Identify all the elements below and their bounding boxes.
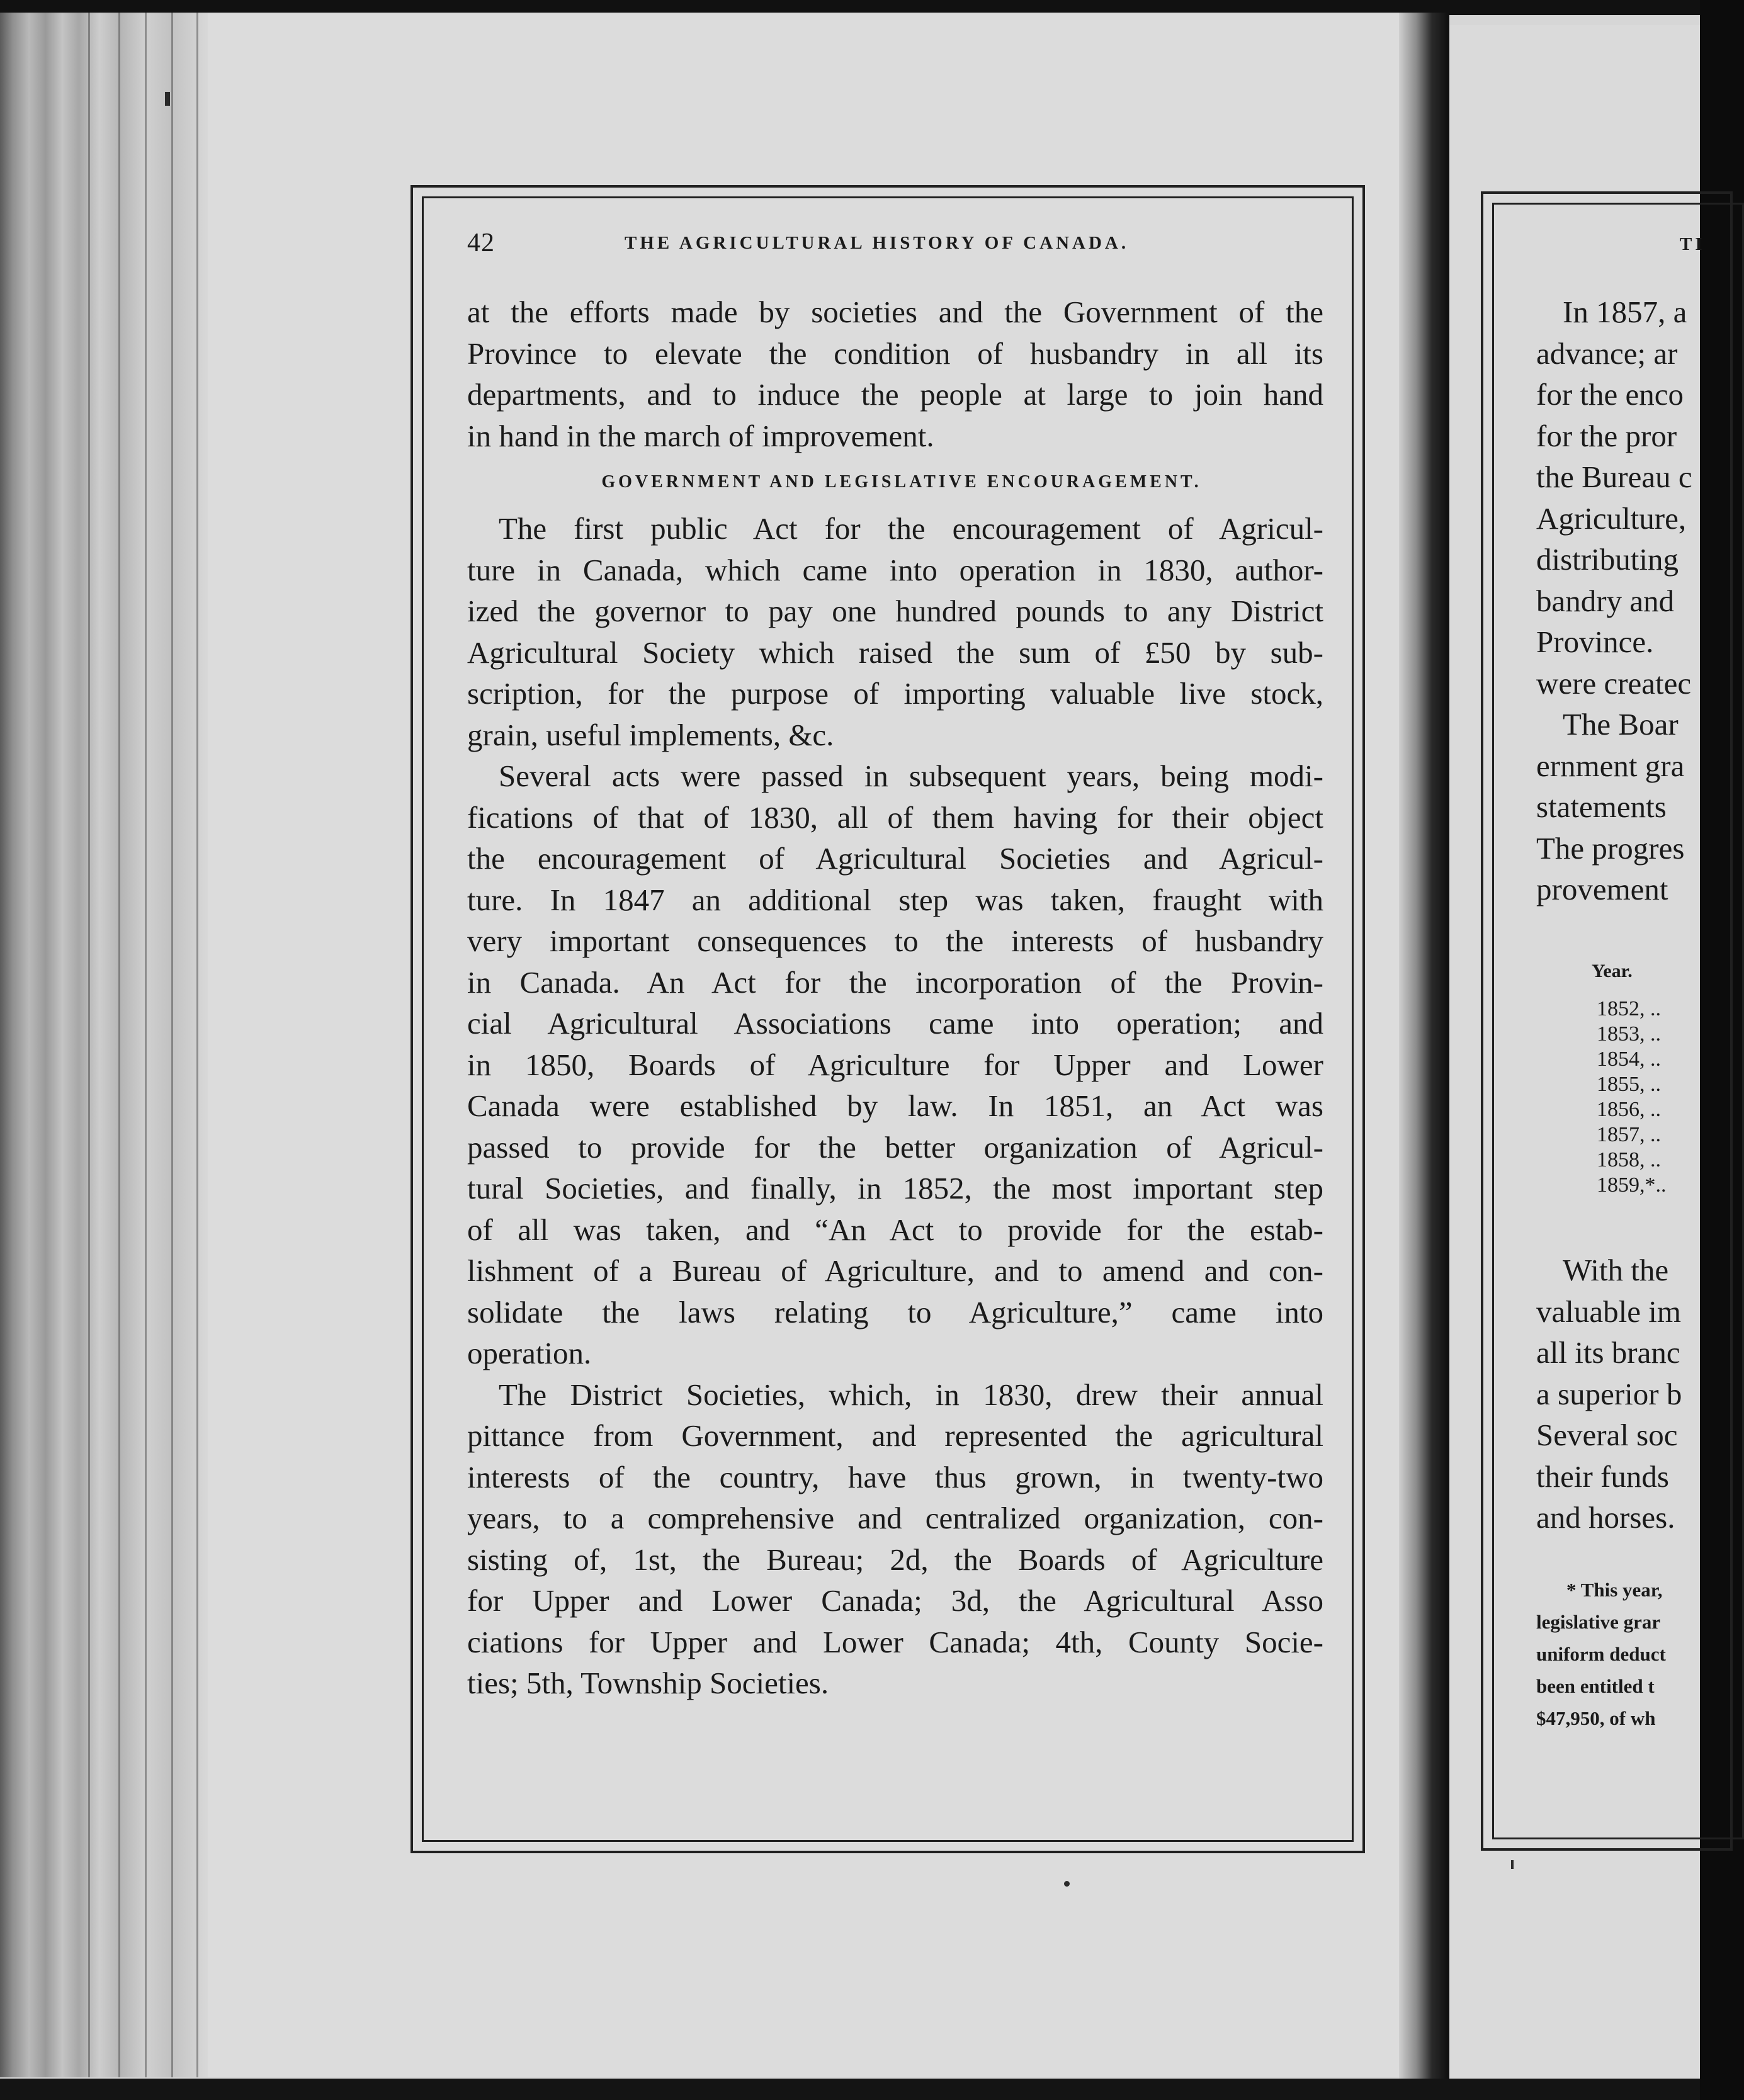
text-line: statements xyxy=(1536,789,1667,824)
text-line: solidate the laws relating to Agriculture,” came into xyxy=(467,1294,1323,1329)
year-row: 1855, .. xyxy=(1597,1073,1661,1096)
text-line: Agriculture, xyxy=(1536,500,1687,536)
left-page-text xyxy=(467,291,1323,1704)
scan-bottom-border xyxy=(0,2079,1700,2100)
footnote-line: been entitled t xyxy=(1536,1675,1655,1697)
text-line: ture in Canada, which came into operation in 1830, author- xyxy=(467,552,1323,587)
footnote-line: * This year, xyxy=(1566,1579,1663,1601)
right-page-text-bottom xyxy=(1536,1250,1725,1538)
section-heading: GOVERNMENT AND LEGISLATIVE ENCOURAGEMENT. xyxy=(601,472,1202,492)
text-line: scription, for the purpose of importing valuable live stock, xyxy=(467,676,1323,711)
text-line: the Bureau c xyxy=(1536,460,1692,494)
text-line: for the pror xyxy=(1536,418,1677,453)
text-line: The first public Act for the encouragement of Agricul- xyxy=(499,511,1323,546)
text-line: The progres xyxy=(1536,830,1685,866)
paragraph-intro xyxy=(467,291,1323,456)
page-edge-line xyxy=(196,13,198,2077)
page-edge-line xyxy=(118,13,120,2077)
text-line: for the enco xyxy=(1536,377,1684,412)
text-line: sisting of, 1st, the Bureau; 2d, the Boards of Agriculture xyxy=(467,1542,1323,1577)
text-line: for Upper and Lower Canada; 3d, the Agricultural Asso xyxy=(467,1583,1323,1618)
right-page-footnote xyxy=(1536,1574,1725,1734)
text-line: Several acts were passed in subsequent years, being modi- xyxy=(499,759,1323,793)
text-line: of all was taken, and “An Act to provide for the estab- xyxy=(467,1212,1323,1247)
text-line: lishment of a Bureau of Agriculture, and to amend and con- xyxy=(467,1253,1323,1288)
text-line: at the efforts made by societies and the Government of the xyxy=(467,295,1323,329)
text-line: tural Societies, and finally, in 1852, the most important step xyxy=(467,1171,1323,1205)
text-line: in hand in the march of improvement. xyxy=(467,418,934,453)
text-line: ciations for Upper and Lower Canada; 4th, County Socie- xyxy=(467,1624,1323,1659)
text-line: distributing xyxy=(1536,542,1679,577)
text-line: grain, useful implements, &c. xyxy=(467,717,834,752)
year-column-header: Year. xyxy=(1592,961,1633,981)
text-line: in Canada. An Act for the incorporation of the Provin- xyxy=(467,964,1323,1000)
text-line: in 1850, Boards of Agriculture for Upper and Lower xyxy=(467,1047,1323,1082)
text-line: passed to provide for the better organization of Agricul- xyxy=(467,1129,1323,1165)
text-line: provement xyxy=(1536,872,1668,906)
running-title: THE AGRICULTURAL HISTORY OF CANADA. xyxy=(625,233,1130,253)
year-row: 1859,*.. xyxy=(1597,1173,1667,1197)
text-line: ized the governor to pay one hundred pounds to any District xyxy=(467,594,1323,628)
paragraph-2 xyxy=(467,755,1323,1374)
book-gutter xyxy=(1399,13,1449,2084)
right-running-head-fragment: TI xyxy=(1680,234,1706,254)
text-line: advance; ar xyxy=(1536,336,1678,371)
text-line: departments, and to induce the people at large to join hand xyxy=(467,377,1323,412)
text-line: With the xyxy=(1563,1253,1669,1287)
page-edge-line xyxy=(88,13,90,2077)
scan-speck xyxy=(165,92,170,106)
year-row: 1854, .. xyxy=(1597,1047,1661,1071)
text-line: bandry and xyxy=(1536,583,1675,618)
text-line: Several soc xyxy=(1536,1418,1678,1452)
text-line: interests of the country, have thus grown, in twenty-two xyxy=(467,1459,1323,1494)
text-line: very important consequences to the interests of husbandry xyxy=(467,923,1323,958)
text-line: operation. xyxy=(467,1336,592,1370)
text-line: all its branc xyxy=(1536,1335,1680,1370)
year-row: 1852, .. xyxy=(1597,997,1661,1020)
page-edge-line xyxy=(171,13,173,2077)
text-line: Canada were established by law. In 1851, an Act was xyxy=(467,1088,1323,1123)
year-list xyxy=(1597,996,1667,1198)
text-line: ture. In 1847 an additional step was taken, fraught with xyxy=(467,882,1323,917)
text-line: In 1857, a xyxy=(1563,295,1687,329)
running-head xyxy=(467,228,1327,266)
scan-speck xyxy=(1511,1860,1514,1869)
text-line: and horses. xyxy=(1536,1500,1675,1535)
text-line: ernment gra xyxy=(1536,748,1685,783)
text-line: Province. xyxy=(1536,624,1654,659)
year-row: 1857, .. xyxy=(1597,1123,1661,1146)
book-page-edges xyxy=(0,13,208,2077)
text-line: ties; 5th, Township Societies. xyxy=(467,1666,829,1700)
text-line: their funds xyxy=(1536,1459,1669,1494)
text-line: The Boar xyxy=(1563,707,1679,742)
footnote-line: legislative grar xyxy=(1536,1611,1661,1633)
text-line: The District Societies, which, in 1830, drew their annual xyxy=(499,1377,1323,1412)
text-line: fications of that of 1830, all of them having for their object xyxy=(467,799,1323,835)
text-line: the encouragement of Agricultural Societies and Agricul- xyxy=(467,841,1323,876)
scan-speck xyxy=(1064,1881,1070,1887)
year-row: 1856, .. xyxy=(1597,1098,1661,1121)
text-line: Province to elevate the condition of husbandry in all its xyxy=(467,336,1323,371)
text-line: years, to a comprehensive and centralized organization, con- xyxy=(467,1501,1323,1535)
page-number: 42 xyxy=(467,229,495,257)
year-row: 1858, .. xyxy=(1597,1148,1661,1171)
paragraph-1 xyxy=(467,508,1323,755)
paragraph-3 xyxy=(467,1374,1323,1704)
page-edge-line xyxy=(145,13,147,2077)
year-row: 1853, .. xyxy=(1597,1022,1661,1046)
text-line: valuable im xyxy=(1536,1294,1681,1329)
text-line: Agricultural Society which raised the sum of £50 by sub- xyxy=(467,635,1323,670)
text-line: pittance from Government, and represented the agricultural xyxy=(467,1418,1323,1453)
text-line: a superior b xyxy=(1536,1376,1682,1411)
footnote-line: $47,950, of wh xyxy=(1536,1707,1656,1729)
footnote-line: uniform deduct xyxy=(1536,1643,1666,1665)
text-line: were createc xyxy=(1536,665,1692,701)
right-page-text-top xyxy=(1536,291,1725,910)
text-line: cial Agricultural Associations came into operation; and xyxy=(467,1006,1323,1041)
